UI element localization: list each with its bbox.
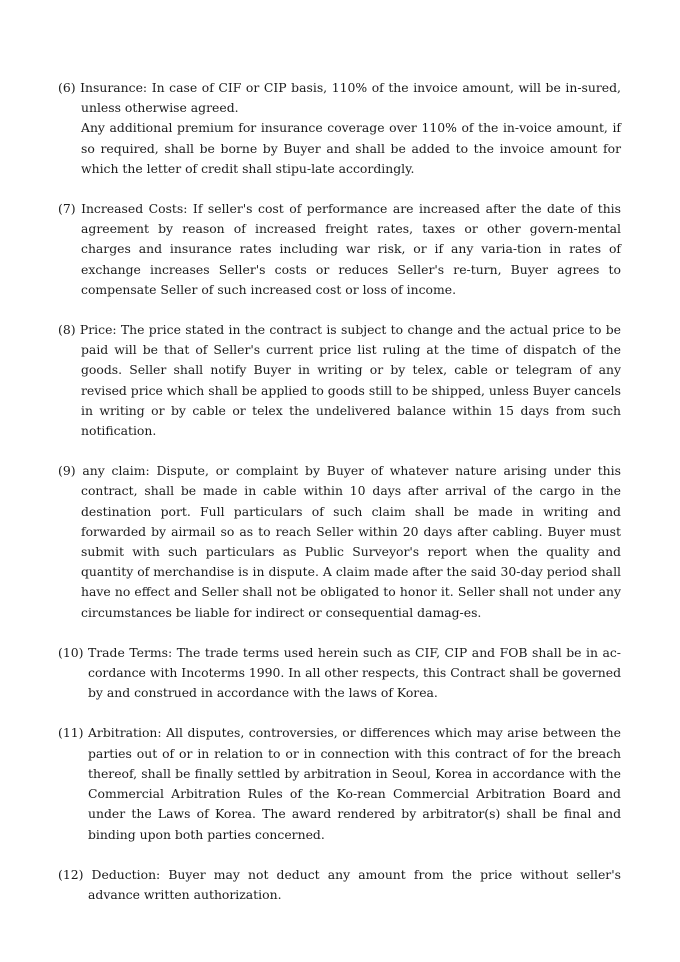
clause-number: (6) — [58, 80, 76, 95]
clause-paragraph — [58, 723, 621, 844]
clause-text: Trade Terms: The trade terms used herein such as CIF, CIP and FOB shall be in ac-cordance with Incoterms 1990. In all other respects, this Contract shall be governed by and construed in accordance with the laws of Korea. — [87, 644, 621, 701]
clause-paragraph — [58, 320, 621, 441]
contract-page — [58, 78, 621, 925]
clause-paragraph — [58, 461, 621, 623]
clause-paragraph — [58, 118, 621, 179]
clause-paragraph — [58, 199, 621, 300]
clause-6-insurance — [58, 78, 621, 179]
clause-text: Arbitration: All disputes, controversies, or differences which may arise between the parties out of or in relation to or in connection with this contract of for the breach thereof, shall be finally settled by arbitration in Seoul, Korea in accordance with the Commercial Arbitration Rules of the Ko-rean Commercial Arbitration Board and under the Laws of Korea. The award rendered by arbitrator(s) shall be final and binding upon both parties concerned. — [87, 725, 621, 842]
clause-11-arbitration — [58, 723, 621, 844]
clause-7-increased-costs — [58, 199, 621, 300]
clause-number: (7) — [58, 201, 76, 217]
clause-text: Price: The price stated in the contract is subject to change and the actual price to be paid will be that of Seller's current price list ruling at the time of dispatch of the goods. Seller shall notify Buyer in writing or by telex, cable or telegram of any revised price which shall be applied to goods still to be shipped, unless Buyer cancels in writing or by cable or telex the undelivered balance within 15 days from such notification. — [79, 322, 621, 439]
clause-number: (11) — [58, 725, 84, 741]
clause-12-deduction — [58, 865, 621, 905]
clause-number: (12) — [58, 866, 84, 882]
clause-9-claim — [58, 461, 621, 623]
clause-paragraph — [58, 643, 621, 704]
clause-number: (9) — [58, 463, 76, 479]
clause-text: Increased Costs: If seller's cost of performance are increased after the date of this agreement by reason of increased freight rates, taxes or other govern-mental charges and insurance rates including war risk, or if any varia-tion in rates of exchange increases Seller's costs or reduces Seller's re-turn, Buyer agrees to compensate Seller of such increased cost or loss of income. — [81, 201, 621, 297]
clause-text: Any additional premium for insurance coverage over 110% of the in-voice amount, if so required, shall be borne by Buyer and shall be added to the invoice amount for which the letter of credit shall stipu-late accordingly. — [81, 120, 621, 176]
clause-8-price — [58, 320, 621, 441]
clause-number: (10) — [58, 644, 84, 660]
clause-text: any claim: Dispute, or complaint by Buyer of whatever nature arising under this contract, shall be made in cable within 10 days after arrival of the cargo in the destination port. Full particulars of such claim shall be made in writing and forwarded by airmail so as to reach Seller within 20 days after cabling. Buyer must submit with such particulars as Public Surveyor's report when the quality and quantity of merchandise is in dispute. A claim made after the said 30-day period shall have no effect and Seller shall not be obligated to honor it. Seller shall not under any circumstances be liable for indirect or consequential damag-es. — [81, 463, 621, 620]
clause-text: Insurance: In case of CIF or CIP basis, 110% of the invoice amount, will be in-sured, unless otherwise agreed. — [80, 80, 621, 116]
clause-paragraph — [58, 78, 621, 118]
clause-10-trade-terms — [58, 643, 621, 704]
clause-text: Deduction: Buyer may not deduct any amount from the price without seller's advance written authorization. — [88, 866, 621, 902]
clause-number: (8) — [58, 322, 76, 338]
clause-paragraph — [58, 865, 621, 905]
